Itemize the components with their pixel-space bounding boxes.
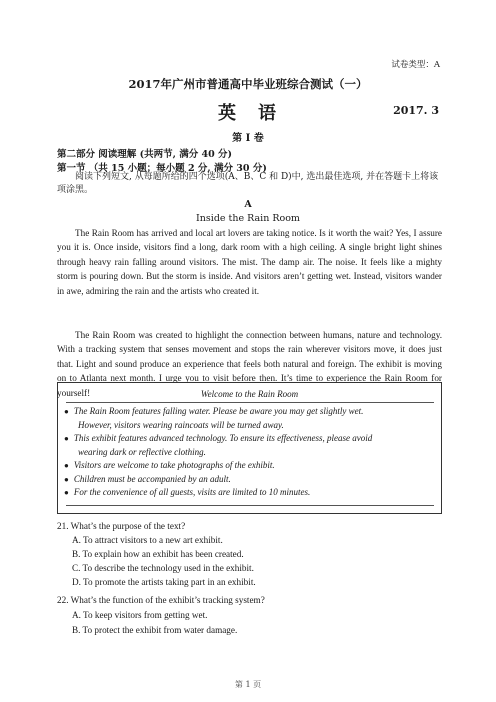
- bullet-icon: ●: [64, 488, 69, 497]
- answer-option: C. To describe the technology used in the exhibit.: [72, 563, 254, 573]
- instructions: 阅读下列短文, 从每题所给的四个选项(A、B、C 和 D)中, 选出最佳选项, 并在答题卡上将该项涂黑。: [57, 172, 439, 195]
- bullet-icon: ●: [64, 434, 69, 443]
- volume-label: 第 I 卷: [232, 133, 264, 144]
- exam-date: 2017. 3: [393, 104, 439, 117]
- notice-box: [57, 382, 442, 514]
- notice-item: ● For the convenience of all guests, visits are limited to 10 minutes.: [64, 487, 311, 497]
- bullet-icon: ●: [64, 461, 69, 470]
- exam-title: 2017年广州市普通高中毕业班综合测试（一）: [128, 77, 368, 91]
- notice-item: ● The Rain Room features falling water. Please be aware you may get slightly wet. However, visitors wearing raincoats will be turned away.: [64, 406, 364, 430]
- bullet-icon: ●: [64, 474, 69, 484]
- question-stem: 22. What’s the function of the exhibit’s tracking system?: [57, 595, 265, 605]
- passage-paragraph: The Rain Room was created to highlight the connection between humans, nature and technology. With a tracking system that senses movement and stops the rain wherever visitors move, it does just that. Light and sound produce an experience that feels both natural and foreign. The exhibit is moving on to Atlanta next month. I urge you to visit before then. It’s time to experience the Rain Room for yourself!: [57, 330, 442, 398]
- notice-item: ● This exhibit features advanced technology. To ensure its effectiveness, please avoid wearing dark or reflective clothing.: [64, 433, 373, 457]
- bullet-icon: ●: [64, 407, 69, 416]
- divider: [66, 402, 434, 403]
- notice-item: ● Visitors are welcome to take photographs of the exhibit.: [64, 460, 275, 470]
- page-number: 第 1 页: [234, 680, 262, 689]
- answer-option: B. To explain how an exhibit has been created.: [72, 549, 244, 559]
- passage-letter: A: [244, 199, 252, 210]
- answer-option: D. To promote the artists taking part in an exhibit.: [72, 577, 256, 587]
- passage-paragraph: The Rain Room has arrived and local art lovers are taking notice. Is it worth the wait? Yes, I assure you it is. Once inside, visitors find a long, dark room with a high ceiling. A single bright light shines through heavy rain falling around visitors. The mist. The damp air. The noise. It feels like a mighty storm is pouring down. But the storm is inside. And visitors aren’t getting wet. Instead, visitors wander in awe, admiring the rain and the artists who created it.: [57, 228, 442, 296]
- answer-option: A. To keep visitors from getting wet.: [72, 610, 208, 620]
- answer-option: B. To protect the exhibit from water damage.: [72, 625, 238, 635]
- answer-option: A. To attract visitors to a new art exhibit.: [72, 535, 223, 545]
- notice-box-title: Welcome to the Rain Room: [200, 389, 299, 399]
- part-heading: 第二部分 阅读理解 (共两节, 满分 40 分): [57, 149, 233, 160]
- section-heading: 第一节 （共 15 小题；每小题 2 分, 满分 30 分): [57, 163, 267, 174]
- subject-title: 英语: [218, 103, 298, 124]
- passage-title: Inside the Rain Room: [196, 213, 300, 224]
- divider: [66, 505, 434, 506]
- notice-item: ● Children must be accompanied by an adult.: [64, 473, 231, 484]
- notice-list: [64, 405, 434, 500]
- question-stem: 21. What’s the purpose of the text?: [57, 521, 186, 531]
- paper-type-label: 试卷类型：A: [391, 60, 440, 70]
